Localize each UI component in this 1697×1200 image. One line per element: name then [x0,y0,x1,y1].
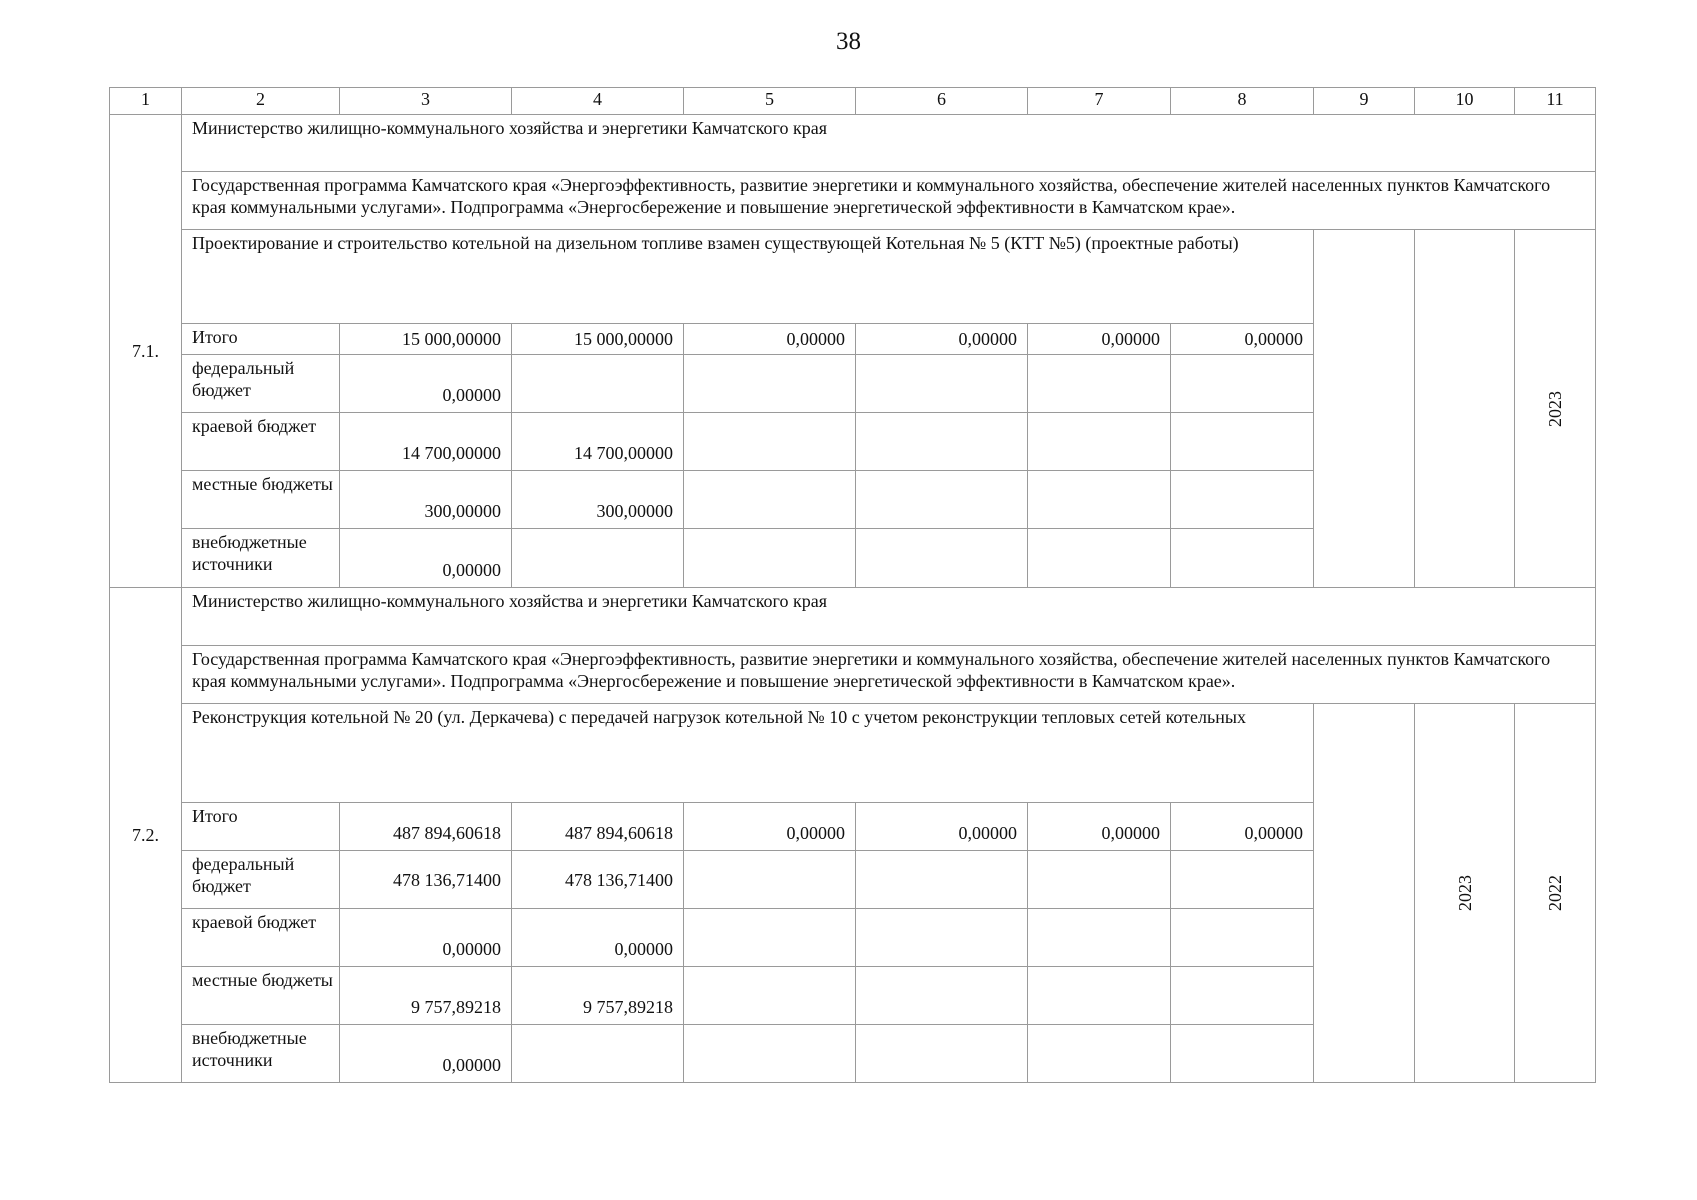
project-row [110,230,1596,324]
program-name: Государственная программа Камчатского края «Энергоэффективность, развитие энергетики и коммунального хозяйства, обеспечение жителей населенных пунктов Камчатского края коммунальными услугами». Подпрограмма «Энергосбережение и повышение энергетической эффективности в Камчатском крае». [182,646,1596,704]
value-cell: 0,00000 [1028,324,1171,355]
ministry-name: Министерство жилищно-коммунального хозяйства и энергетики Камчатского края [182,115,1596,172]
program-name: Государственная программа Камчатского края «Энергоэффективность, развитие энергетики и коммунального хозяйства, обеспечение жителей населенных пунктов Камчатского края коммунальными услугами». Подпрограмма «Энергосбережение и повышение энергетической эффективности в Камчатском крае». [182,172,1596,230]
value-cell: 15 000,00000 [340,324,512,355]
row-label: внебюджетные источники [182,1025,340,1083]
value-cell [856,1025,1028,1083]
value-cell [1171,851,1314,909]
value-cell: 478 136,71400 [512,851,684,909]
column-9-cell [1314,704,1415,1083]
value-cell: 0,00000 [856,803,1028,851]
value-cell [1028,471,1171,529]
column-number: 8 [1171,88,1314,115]
column-number: 2 [182,88,340,115]
year-start: 2023 [1454,875,1475,911]
value-cell: 0,00000 [684,803,856,851]
row-label: краевой бюджет [182,413,340,471]
column-11-cell [1515,230,1596,588]
value-cell [684,355,856,413]
value-cell [1028,529,1171,588]
value-cell [856,413,1028,471]
column-number: 3 [340,88,512,115]
value-cell [856,529,1028,588]
value-cell [1171,471,1314,529]
value-cell [684,1025,856,1083]
value-cell [684,967,856,1025]
row-label: местные бюджеты [182,967,340,1025]
project-name: Реконструкция котельной № 20 (ул. Деркачева) с передачей нагрузок котельной № 10 с учетом реконструкции тепловых сетей котельных [182,704,1314,803]
value-cell: 14 700,00000 [512,413,684,471]
value-cell: 300,00000 [512,471,684,529]
value-cell: 0,00000 [512,909,684,967]
ministry-row [110,115,1596,172]
value-cell: 0,00000 [684,324,856,355]
column-number: 6 [856,88,1028,115]
value-cell: 9 757,89218 [340,967,512,1025]
row-label: местные бюджеты [182,471,340,529]
row-label: федеральный бюджет [182,851,340,909]
column-number-row [110,88,1596,115]
value-cell [1028,355,1171,413]
program-row [110,172,1596,230]
program-row [110,646,1596,704]
column-number: 7 [1028,88,1171,115]
value-cell [1171,413,1314,471]
row-label: Итого [182,324,340,355]
column-10-cell [1415,230,1515,588]
value-cell [1028,909,1171,967]
value-cell: 0,00000 [340,355,512,413]
value-cell [512,529,684,588]
column-number: 11 [1515,88,1596,115]
value-cell: 0,00000 [340,909,512,967]
ministry-name: Министерство жилищно-коммунального хозяйства и энергетики Камчатского края [182,588,1596,646]
value-cell [512,1025,684,1083]
value-cell: 14 700,00000 [340,413,512,471]
value-cell: 9 757,89218 [512,967,684,1025]
ministry-row [110,588,1596,646]
value-cell [1028,967,1171,1025]
value-cell: 0,00000 [340,529,512,588]
value-cell: 0,00000 [856,324,1028,355]
value-cell [1171,529,1314,588]
project-row [110,704,1596,803]
value-cell: 487 894,60618 [340,803,512,851]
row-label: внебюджетные источники [182,529,340,588]
value-cell [1028,413,1171,471]
value-cell: 0,00000 [340,1025,512,1083]
financing-table [109,87,1596,1083]
value-cell [856,851,1028,909]
value-cell: 487 894,60618 [512,803,684,851]
value-cell: 0,00000 [1171,324,1314,355]
value-cell: 478 136,71400 [340,851,512,909]
project-name: Проектирование и строительство котельной на дизельном топливе взамен существующей Котельная № 5 (КТТ №5) (проектные работы) [182,230,1314,324]
value-cell [856,471,1028,529]
value-cell [1171,1025,1314,1083]
row-label: краевой бюджет [182,909,340,967]
value-cell [1171,355,1314,413]
value-cell [684,909,856,967]
value-cell [512,355,684,413]
section-number: 7.2. [110,588,182,1083]
value-cell [1028,1025,1171,1083]
value-cell [684,851,856,909]
value-cell: 0,00000 [1028,803,1171,851]
value-cell [856,909,1028,967]
value-cell: 0,00000 [1171,803,1314,851]
column-number: 5 [684,88,856,115]
value-cell [1028,851,1171,909]
value-cell: 15 000,00000 [512,324,684,355]
year-end: 2023 [1545,390,1565,427]
column-11-cell [1515,704,1596,1083]
column-number: 4 [512,88,684,115]
column-10-cell [1415,704,1515,1083]
value-cell [856,355,1028,413]
page-number: 38 [836,28,861,55]
value-cell [684,529,856,588]
value-cell [684,413,856,471]
column-9-cell [1314,230,1415,588]
year-end: 2022 [1545,875,1565,911]
section-number: 7.1. [110,115,182,588]
column-number: 1 [110,88,182,115]
column-number: 10 [1415,88,1515,115]
value-cell: 300,00000 [340,471,512,529]
value-cell [1171,909,1314,967]
value-cell [1171,967,1314,1025]
row-label: Итого [182,803,340,851]
row-label: федеральный бюджет [182,355,340,413]
column-number: 9 [1314,88,1415,115]
value-cell [856,967,1028,1025]
value-cell [684,471,856,529]
